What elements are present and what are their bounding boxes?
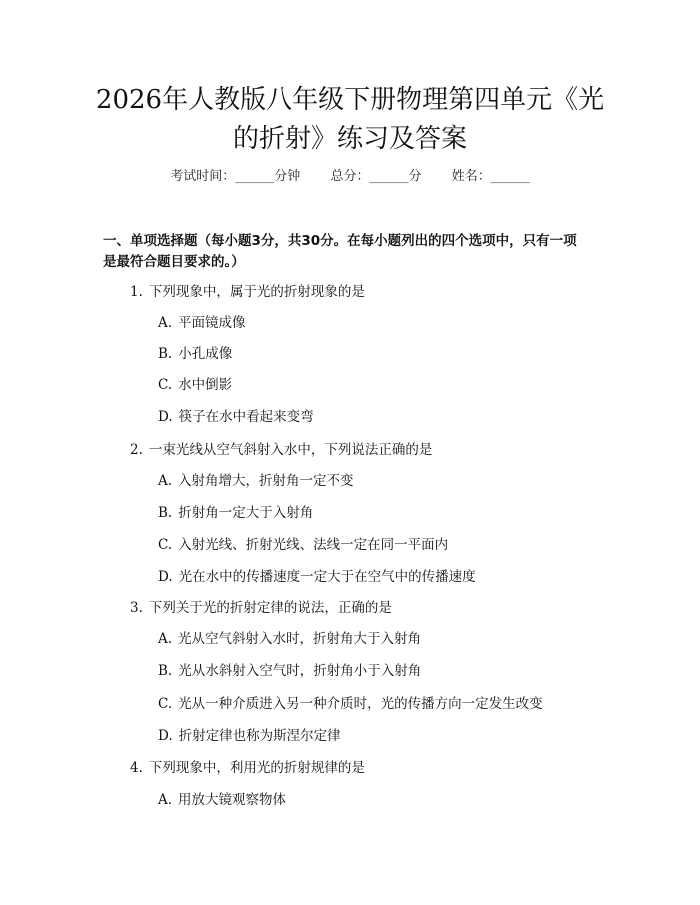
q1-option-c (158, 374, 232, 396)
q1-option-b (158, 343, 232, 365)
question-3 (130, 597, 392, 619)
document-title-line-2: 的折射》练习及答案 (232, 124, 467, 154)
q2-option-c (158, 534, 448, 556)
question-4 (130, 757, 365, 779)
option-letter: C. (158, 537, 173, 553)
question-text: 一束光线从空气斜射入水中，下列说法正确的是 (148, 442, 433, 458)
question-text: 下列现象中，属于光的折射现象的是 (148, 284, 365, 300)
q1-option-a (158, 312, 246, 334)
question-text: 下列现象中，利用光的折射规律的是 (148, 760, 365, 776)
option-text: 折射角一定大于入射角 (178, 505, 314, 521)
option-letter: D. (158, 569, 173, 585)
question-text: 下列关于光的折射定律的说法，正确的是 (148, 600, 392, 616)
option-text: 水中倒影 (178, 377, 233, 393)
question-2 (130, 439, 432, 461)
exam-info (0, 166, 700, 188)
option-text: 入射角增大，折射角一定不变 (178, 473, 354, 489)
option-letter: B. (158, 346, 173, 362)
q1-option-d (158, 406, 314, 428)
option-text: 光从一种介质进入另一种介质时，光的传播方向一定发生改变 (178, 696, 543, 712)
q2-option-d (158, 566, 476, 588)
q3-option-d (158, 725, 341, 747)
option-text: 平面镜成像 (178, 315, 246, 331)
option-text: 小孔成像 (178, 346, 233, 362)
q2-option-a (158, 470, 354, 492)
section-heading-line-1: 一、单项选择题（每小题3分，共30分。在每小题列出的四个选项中，只有一项 (103, 233, 577, 249)
option-letter: C. (158, 696, 173, 712)
option-text: 筷子在水中看起来变弯 (178, 409, 314, 425)
option-text: 光从空气斜射入水时，折射角大于入射角 (178, 631, 422, 647)
option-text: 光在水中的传播速度一定大于在空气中的传播速度 (178, 569, 476, 585)
option-letter: D. (158, 409, 173, 425)
question-number: 3. (130, 600, 143, 616)
exam-time-label: 考试时间：______分钟 (170, 169, 301, 184)
option-letter: A. (158, 792, 173, 808)
q4-option-a (158, 789, 286, 811)
question-1 (130, 281, 365, 303)
option-letter: A. (158, 315, 173, 331)
q2-option-b (158, 502, 313, 524)
option-letter: C. (158, 377, 173, 393)
section-heading-line-2: 是最符合题目要求的。） (103, 254, 245, 270)
option-text: 入射光线、折射光线、法线一定在同一平面内 (178, 537, 449, 553)
q3-option-c (158, 693, 543, 715)
question-number: 1. (130, 284, 143, 300)
q3-option-b (158, 660, 421, 682)
option-letter: B. (158, 663, 173, 679)
option-letter: D. (158, 728, 173, 744)
option-text: 折射定律也称为斯涅尔定律 (178, 728, 341, 744)
student-name-label: 姓名：______ (451, 169, 530, 184)
total-score-label: 总分：______分 (330, 169, 422, 184)
option-letter: A. (158, 631, 173, 647)
option-letter: A. (158, 473, 173, 489)
question-number: 4. (130, 760, 143, 776)
option-letter: B. (158, 505, 173, 521)
q3-option-a (158, 628, 421, 650)
document-title-line-1: 2026年人教版八年级下册物理第四单元《光 (95, 85, 605, 115)
option-text: 光从水斜射入空气时，折射角小于入射角 (178, 663, 422, 679)
option-text: 用放大镜观察物体 (178, 792, 287, 808)
question-number: 2. (130, 442, 143, 458)
